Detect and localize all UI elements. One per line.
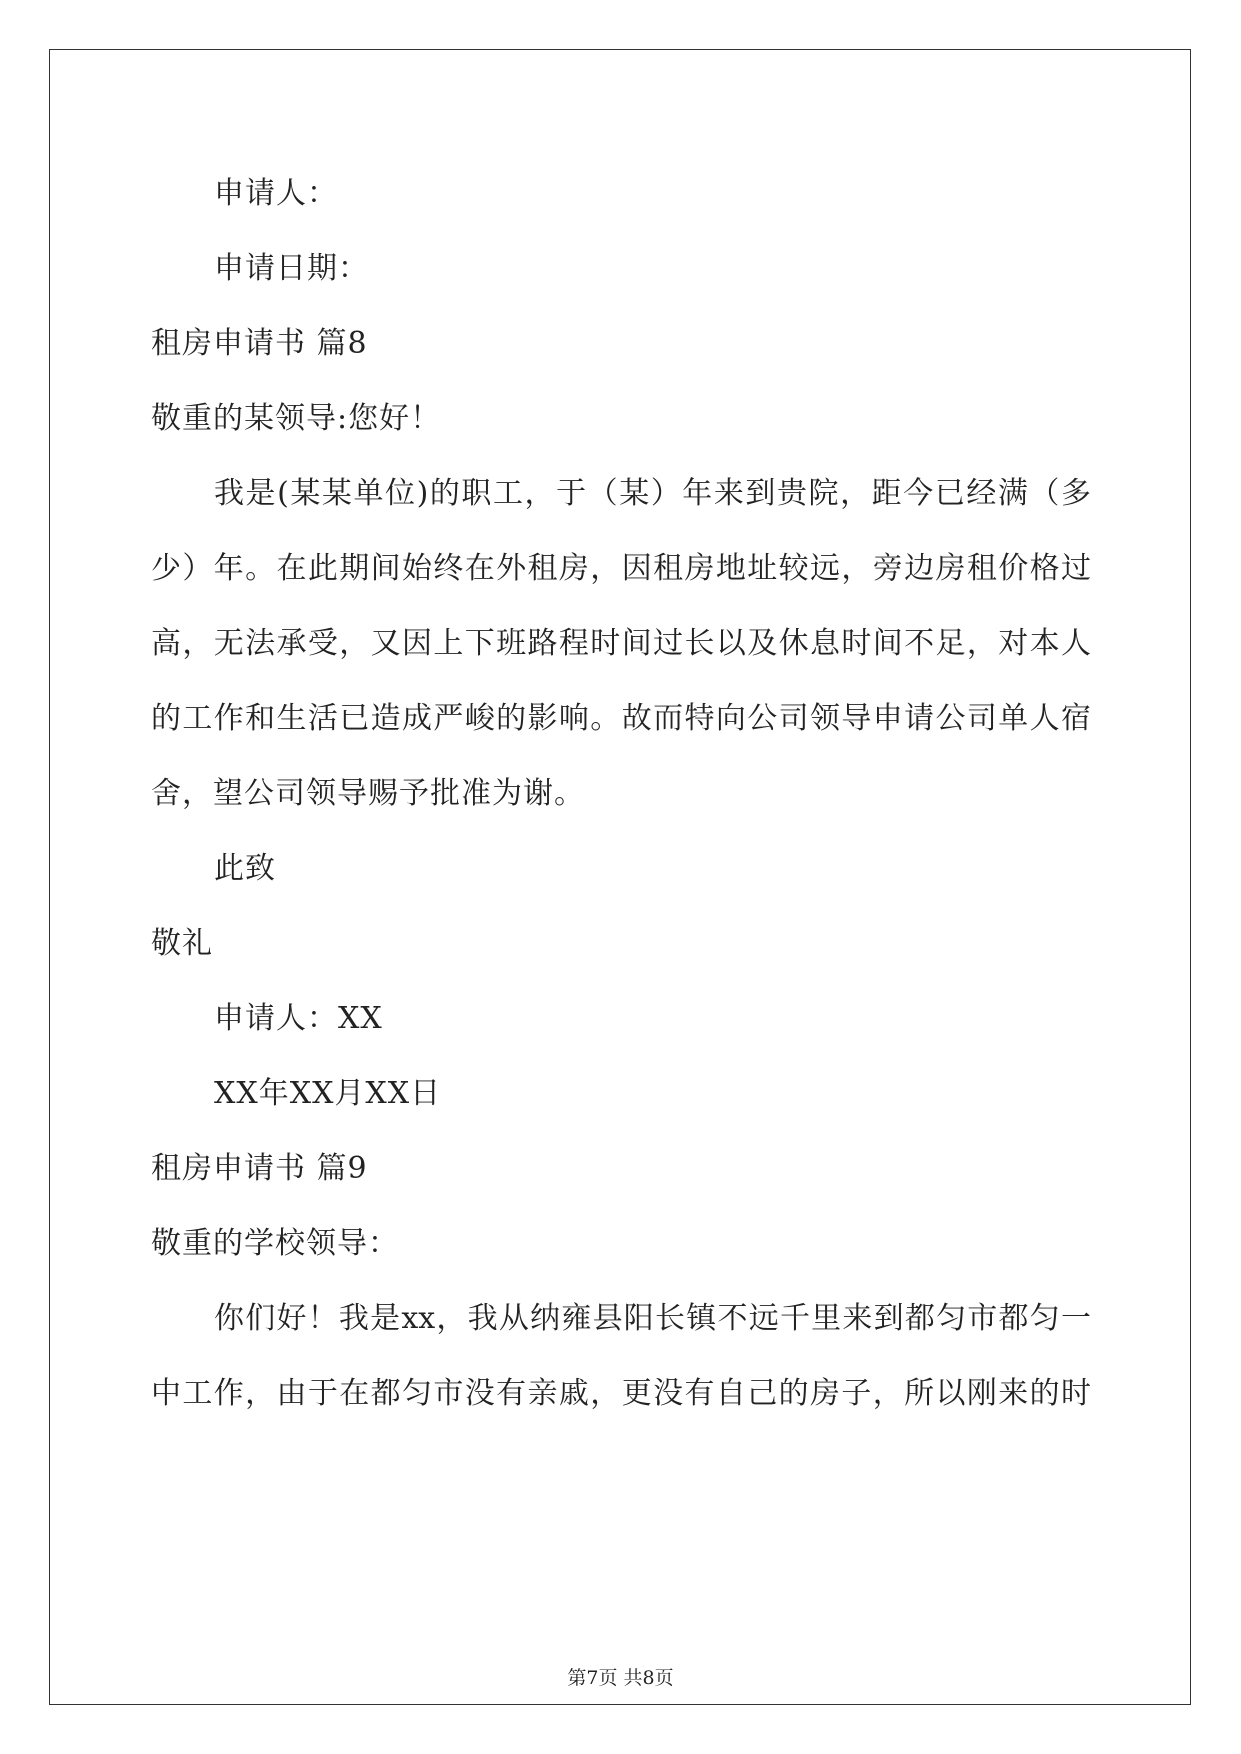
section-heading-9: 租房申请书 篇9 [151, 1151, 368, 1186]
closing-regards: 敬礼 [151, 926, 213, 961]
closing-phrase: 此致 [214, 851, 276, 886]
salutation-9: 敬重的学校领导： [151, 1226, 399, 1261]
body-paragraph-8-line-5: 舍，望公司领导赐予批准为谢。 [151, 776, 585, 811]
body-paragraph-8-line-3: 高，无法承受，又因上下班路程时间过长以及休息时间不足，对本人 [151, 626, 1091, 661]
application-date-line: 申请日期： [214, 251, 369, 286]
body-paragraph-9-line-2: 中工作，由于在都匀市没有亲戚，更没有自己的房子，所以刚来的时 [151, 1376, 1091, 1411]
body-paragraph-9-line-1: 你们好！我是xx，我从纳雍县阳长镇不远千里来到都匀市都匀一 [214, 1301, 1091, 1336]
signature-applicant: 申请人：XX [214, 1001, 383, 1036]
signature-date: XX年XX月XX日 [214, 1076, 442, 1111]
salutation-8: 敬重的某领导:您好！ [151, 401, 442, 436]
applicant-line: 申请人： [214, 176, 338, 211]
page-number-footer: 第7页 共8页 [567, 1667, 674, 1689]
body-paragraph-8-line-4: 的工作和生活已造成严峻的影响。故而特向公司领导申请公司单人宿 [151, 701, 1091, 736]
section-heading-8: 租房申请书 篇8 [151, 326, 368, 361]
body-paragraph-8-line-1: 我是(某某单位)的职工，于（某）年来到贵院，距今已经满（多 [214, 476, 1091, 511]
body-paragraph-8-line-2: 少）年。在此期间始终在外租房，因租房地址较远，旁边房租价格过 [151, 551, 1091, 586]
